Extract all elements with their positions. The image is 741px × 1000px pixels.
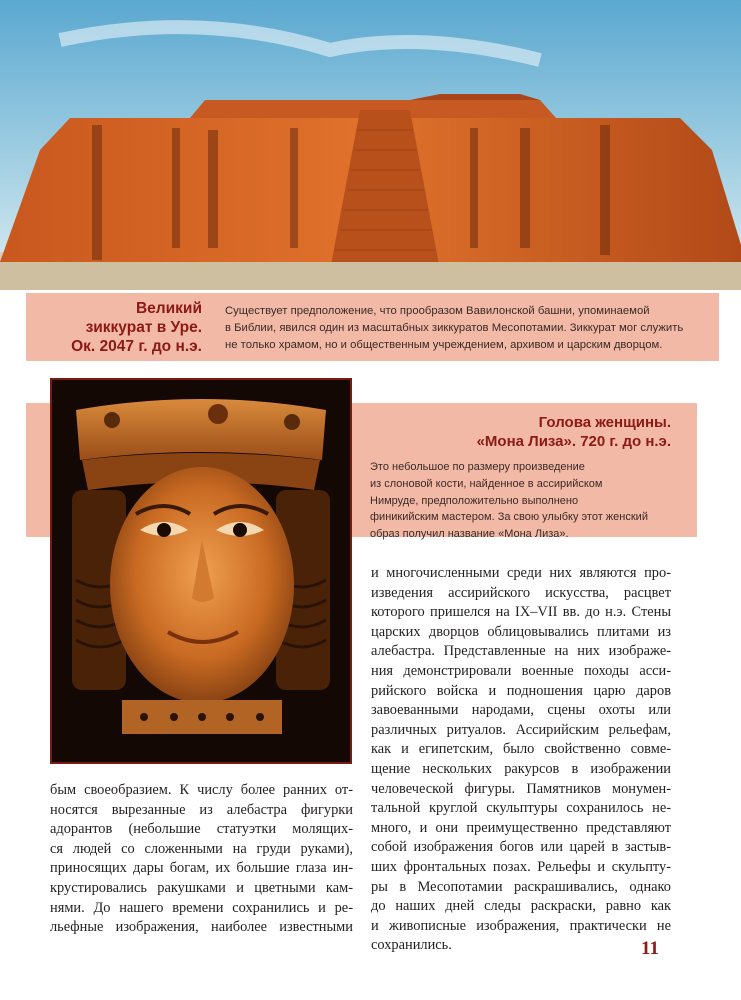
text-line: сохранились. <box>371 937 452 954</box>
text-line: различных ритуалов. Ассирийским рельефам, <box>371 721 671 738</box>
text-line: носятся вырезанные из алебастра фигурки <box>50 801 353 818</box>
text-line: рийского войска и подношения царю даров <box>371 682 671 699</box>
text-line: как и египетским, было свойственно совме- <box>371 741 671 758</box>
right-text-column <box>371 564 671 956</box>
text-line: до наших дней следы раскраски, равно как <box>371 898 671 915</box>
text-line: тальной круглой скульптуры сохранилось не- <box>371 800 671 817</box>
ziggurat-caption-title-line: Великий <box>135 300 202 317</box>
ziggurat-caption <box>26 293 719 361</box>
text-line: щение нескольких ракурсов в изображении <box>371 760 671 777</box>
mona-lisa-caption-text <box>370 459 690 543</box>
mona-lisa-caption-text-line: Нимруде, предположительно выполнено <box>370 494 579 507</box>
text-line: ших фронтальных позах. Рельефы и скульпту- <box>371 858 671 875</box>
ziggurat-caption-text-line: не только храмом, но и общественным учреждением, архивом и царским дворцом. <box>225 339 663 351</box>
text-line: ры в Месопотамии раскрашивались, однако <box>371 878 671 895</box>
text-line: крустировались ракушками и цветными кам- <box>50 879 353 896</box>
text-line: человеческой фигуры. Памятников монумен- <box>371 780 671 797</box>
mona-lisa-caption-text-line: из слоновой кости, найденное в ассирийском <box>370 477 603 490</box>
left-text-column <box>50 781 353 938</box>
text-line: и живописные изображения, практически не <box>371 917 671 934</box>
text-line: ния демонстрировали военные походы асси- <box>371 662 671 679</box>
ivory-head-photo <box>50 378 352 764</box>
text-line: которого пришелся на IX–VII вв. до н.э. Стены <box>371 604 671 621</box>
mona-lisa-caption-text-line: Это небольшое по размеру произведение <box>370 461 585 473</box>
mona-lisa-caption-text-line: финикийским мастером. За свою улыбку этот женский <box>370 511 648 524</box>
text-line: царских дворцов облицовывались плитами из <box>371 623 671 640</box>
text-line: ся людей со сложенными на груди руками), <box>50 840 353 857</box>
mona-lisa-caption-title <box>341 413 671 451</box>
text-line: завоеванными народами, сцены охоты или <box>371 702 671 719</box>
text-line: и многочисленными среди них являются про- <box>371 565 671 581</box>
text-line: много, и они преимущественно представляют <box>371 819 671 836</box>
mona-lisa-caption-text-line: образ получил название «Мона Лиза». <box>370 528 569 541</box>
mona-lisa-caption-title-line: Голова женщины. <box>538 414 671 431</box>
text-line: приносящих дары богам, их большие глаза ин- <box>50 860 353 877</box>
text-line: адорантов (небольшие статуэтки молящих- <box>50 821 353 838</box>
ziggurat-caption-text <box>225 303 713 354</box>
ziggurat-caption-title <box>26 299 202 356</box>
ziggurat-caption-title-line: Ок. 2047 г. до н.э. <box>71 338 202 355</box>
ziggurat-caption-text-line: Существует предположение, что прообразом Вавилонской башни, упоминаемой <box>225 305 650 317</box>
text-line: алебастра. Представленные на них изображе- <box>371 643 671 660</box>
ziggurat-photo <box>0 0 741 290</box>
page-number: 11 <box>641 938 659 959</box>
mona-lisa-caption-title-line: «Мона Лиза». 720 г. до н.э. <box>476 433 671 450</box>
ziggurat-caption-text-line: в Библии, явился один из масштабных зиккуратов Месопотамии. Зиккурат мог служить <box>225 322 684 334</box>
text-line: изведения ассирийского искусства, расцвет <box>371 584 671 601</box>
text-line: нями. До нашего времени сохранились и ре- <box>50 899 353 916</box>
text-line: бым своеобразием. К числу более ранних от- <box>50 782 353 798</box>
ziggurat-caption-title-line: зиккурат в Уре. <box>85 319 202 336</box>
text-line: льефные изображения, наиболее известными <box>50 919 353 936</box>
text-line: собой изображения богов или царей в застыв- <box>371 839 671 856</box>
